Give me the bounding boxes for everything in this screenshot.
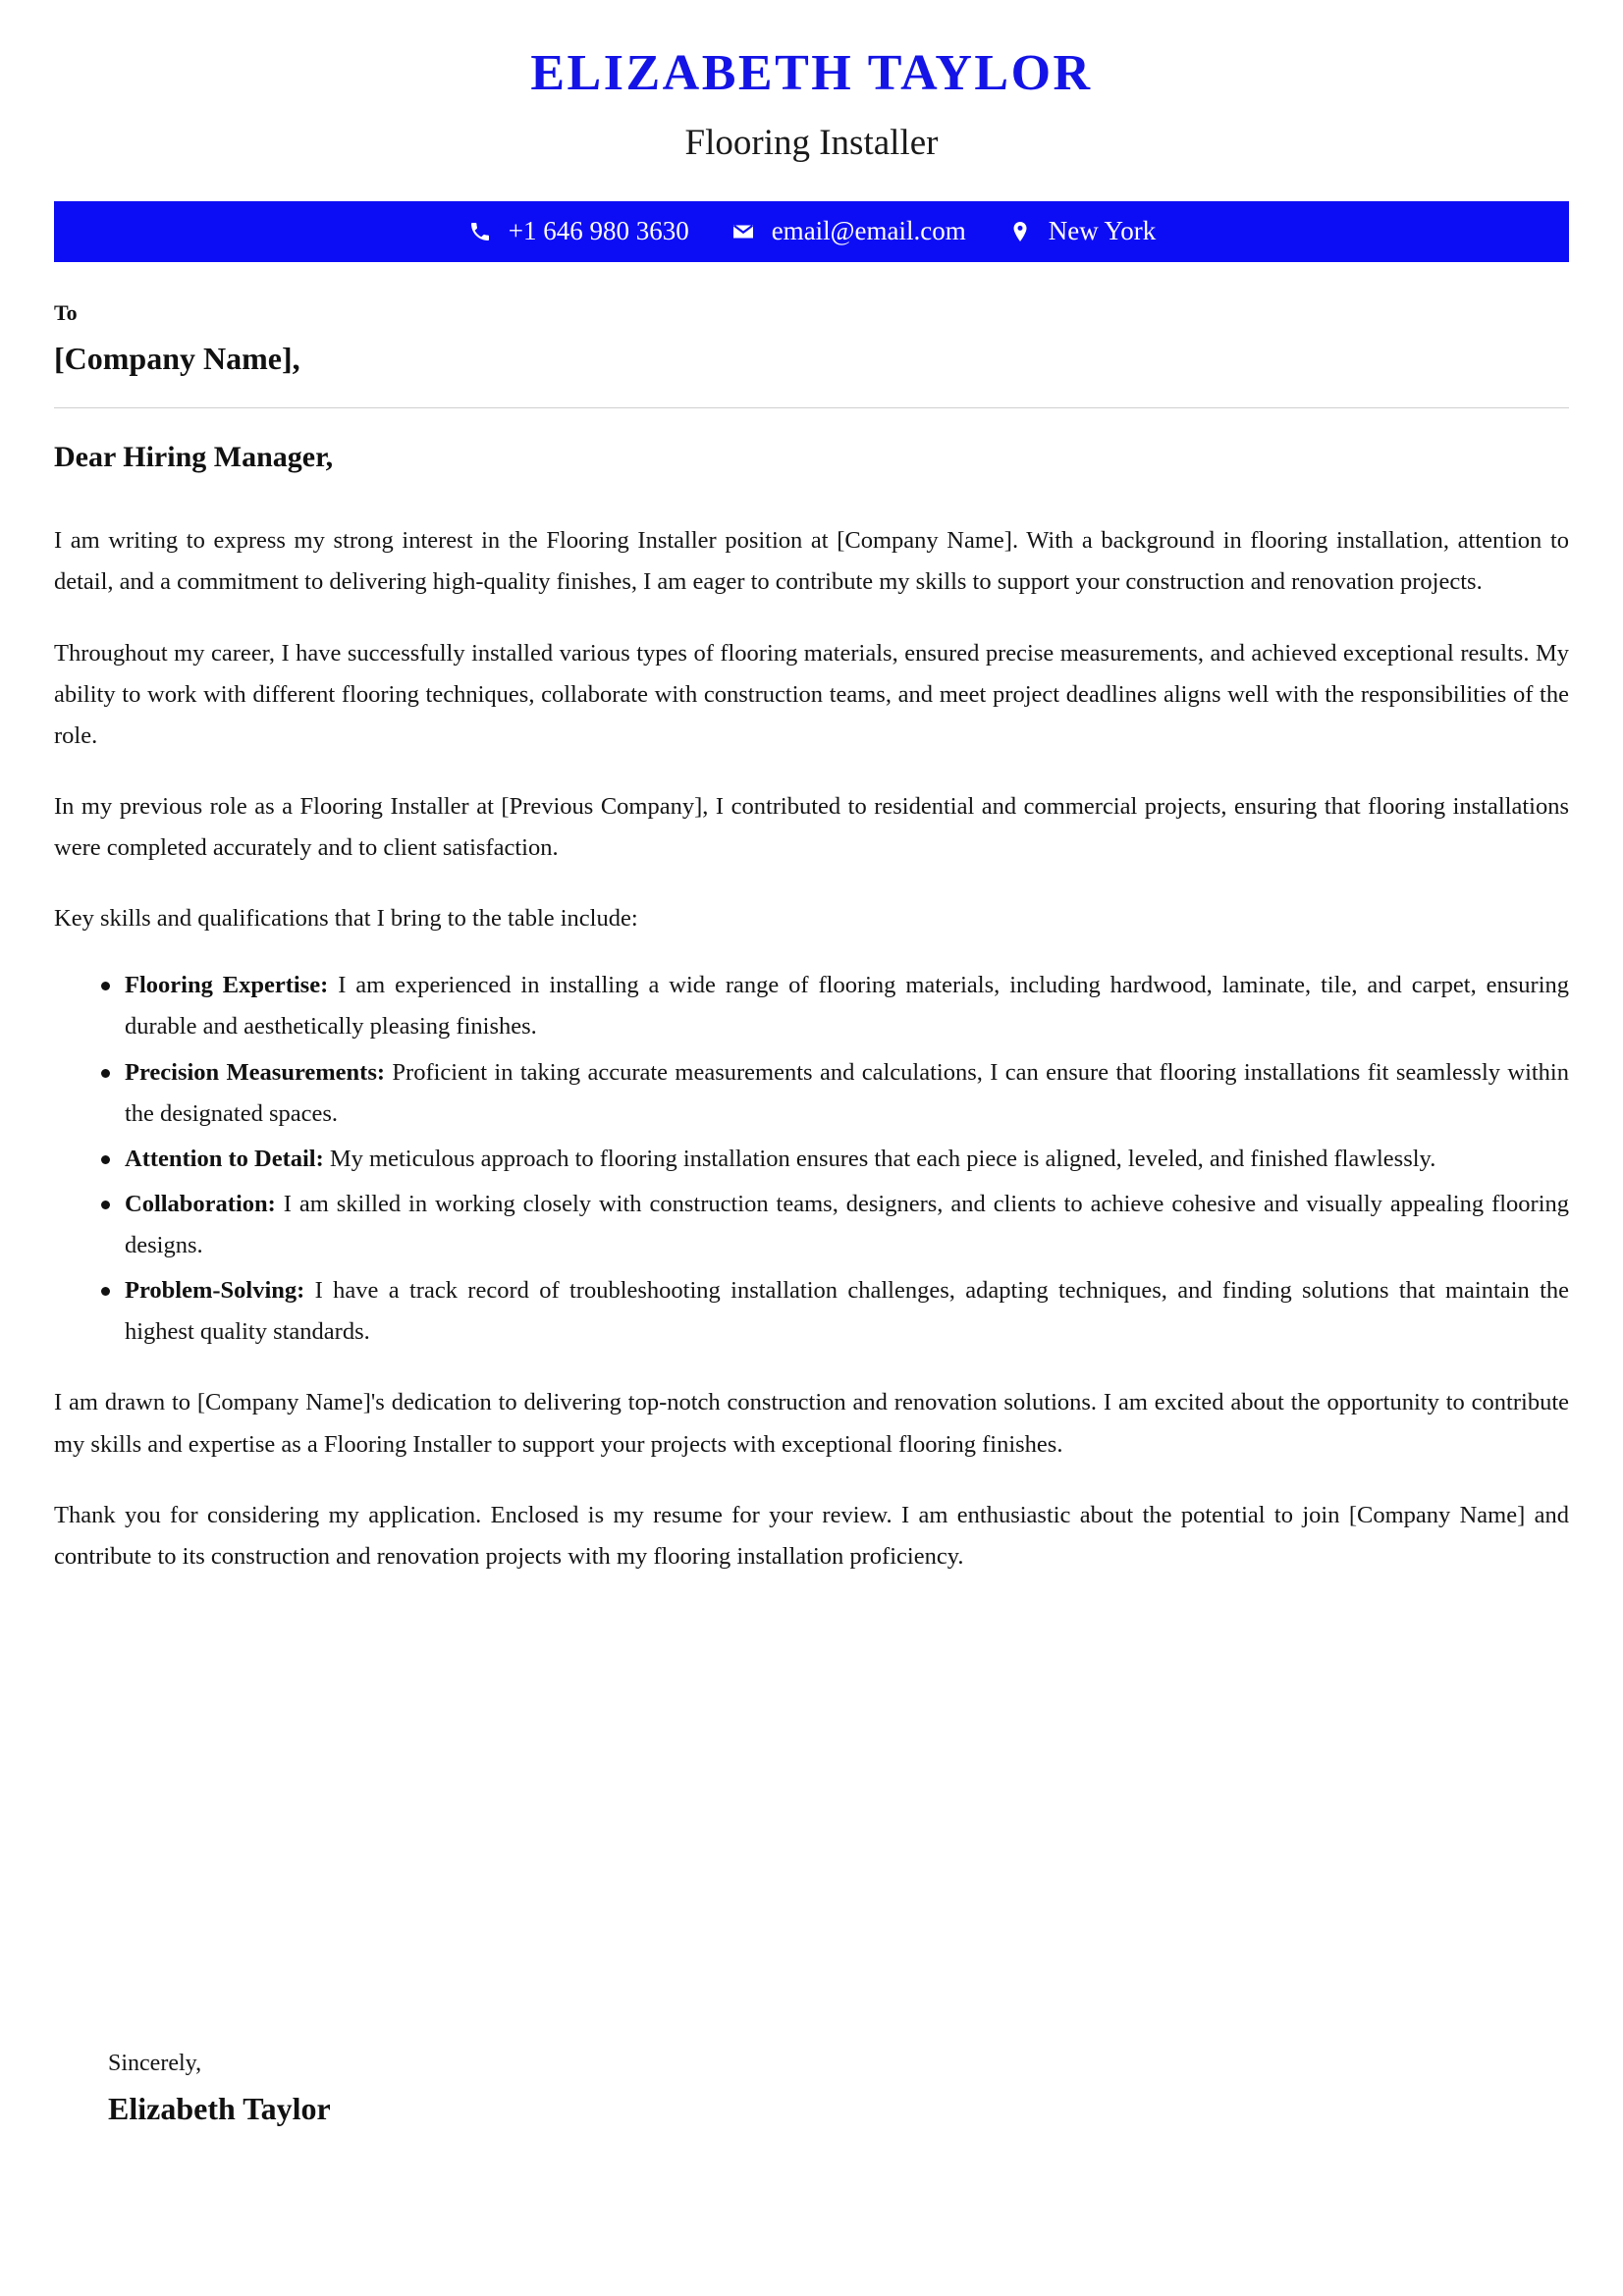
to-label: To [54, 299, 78, 325]
bullet-text: I am skilled in working closely with construction teams, designers, and clients to achieve cohesive and visually appealing flooring designs. [125, 1190, 1569, 1259]
list-item [101, 1052, 1569, 1135]
candidate-job-title: Flooring Installer [684, 123, 939, 164]
contact-email[interactable] [730, 218, 966, 244]
bullet-term: Attention to Detail: [125, 1145, 324, 1172]
body-paragraph-1: I am writing to express my strong interest in the Flooring Installer position at [Company Name]. With a background in flooring installation, attention to detail, and a commitment to delivering high-quality finishes, I am eager to contribute my skills to support your construction and renovation projects. [54, 527, 1569, 596]
bullet-text: I am experienced in installing a wide range of flooring materials, including hardwood, laminate, tile, and carpet, ensuring durable and aesthetically pleasing finishes. [125, 972, 1569, 1041]
bullet-term: Problem-Solving: [125, 1277, 305, 1305]
sign-off: Sincerely, [108, 2051, 202, 2077]
recipient-block [54, 299, 1569, 380]
body-paragraph-3: In my previous role as a Flooring Installer at [Previous Company], I contributed to residential and commercial projects, ensuring that flooring installations were completed accurately and to client satisfaction. [54, 792, 1569, 862]
skills-list [54, 965, 1569, 1353]
bullet-term: Precision Measurements: [125, 1058, 386, 1086]
contact-phone[interactable] [467, 218, 689, 244]
list-item [101, 1139, 1569, 1180]
bullet-term: Collaboration: [125, 1190, 276, 1217]
email-value: email@email.com [771, 216, 966, 246]
list-item [101, 1270, 1569, 1353]
bullet-text: My meticulous approach to flooring installation ensures that each piece is aligned, leveled, and finished flawlessly. [323, 1145, 1436, 1172]
location-value: New York [1048, 216, 1157, 246]
envelope-icon [730, 219, 756, 244]
map-pin-icon [1007, 219, 1033, 244]
skills-intro: Key skills and qualifications that I bring to the table include: [54, 905, 638, 933]
list-item [101, 1184, 1569, 1266]
list-item [101, 965, 1569, 1047]
phone-icon [467, 219, 493, 244]
letter-header [0, 0, 1623, 166]
bullet-term: Flooring Expertise: [125, 972, 329, 999]
bullet-text: I have a track record of troubleshooting installation challenges, adapting techniques, and finding solutions that maintain the highest quality standards. [125, 1277, 1569, 1346]
recipient-company-name: [Company Name], [54, 341, 300, 377]
signature-block [54, 2046, 1569, 2131]
contact-location[interactable] [1007, 218, 1157, 244]
letter-body [54, 408, 1569, 1577]
candidate-name: ELIZABETH TAYLOR [530, 45, 1093, 101]
contact-bar [54, 201, 1569, 262]
signature-name: Elizabeth Taylor [108, 2091, 331, 2127]
closing-paragraph-1: I am drawn to [Company Name]'s dedication to delivering top-notch construction and renovation solutions. I am excited about the opportunity to contribute my skills and expertise as a Flooring Installer to support your projects with exceptional flooring finishes. [54, 1389, 1569, 1458]
closing-paragraph-2: Thank you for considering my application. Enclosed is my resume for your review. I am enthusiastic about the potential to join [Company Name] and contribute to its construction and renovation projects with my flooring installation proficiency. [54, 1501, 1569, 1570]
salutation: Dear Hiring Manager, [54, 440, 334, 473]
bullet-text: Proficient in taking accurate measurements and calculations, I can ensure that flooring installations fit seamlessly within the designated spaces. [125, 1058, 1569, 1127]
body-paragraph-2: Throughout my career, I have successfully installed various types of flooring materials, ensured precise measurements, and achieved exceptional results. My ability to work with different flooring techniques, collaborate with construction teams, and meet project deadlines aligns well with the responsibilities of the role. [54, 639, 1569, 749]
phone-value: +1 646 980 3630 [508, 216, 689, 246]
